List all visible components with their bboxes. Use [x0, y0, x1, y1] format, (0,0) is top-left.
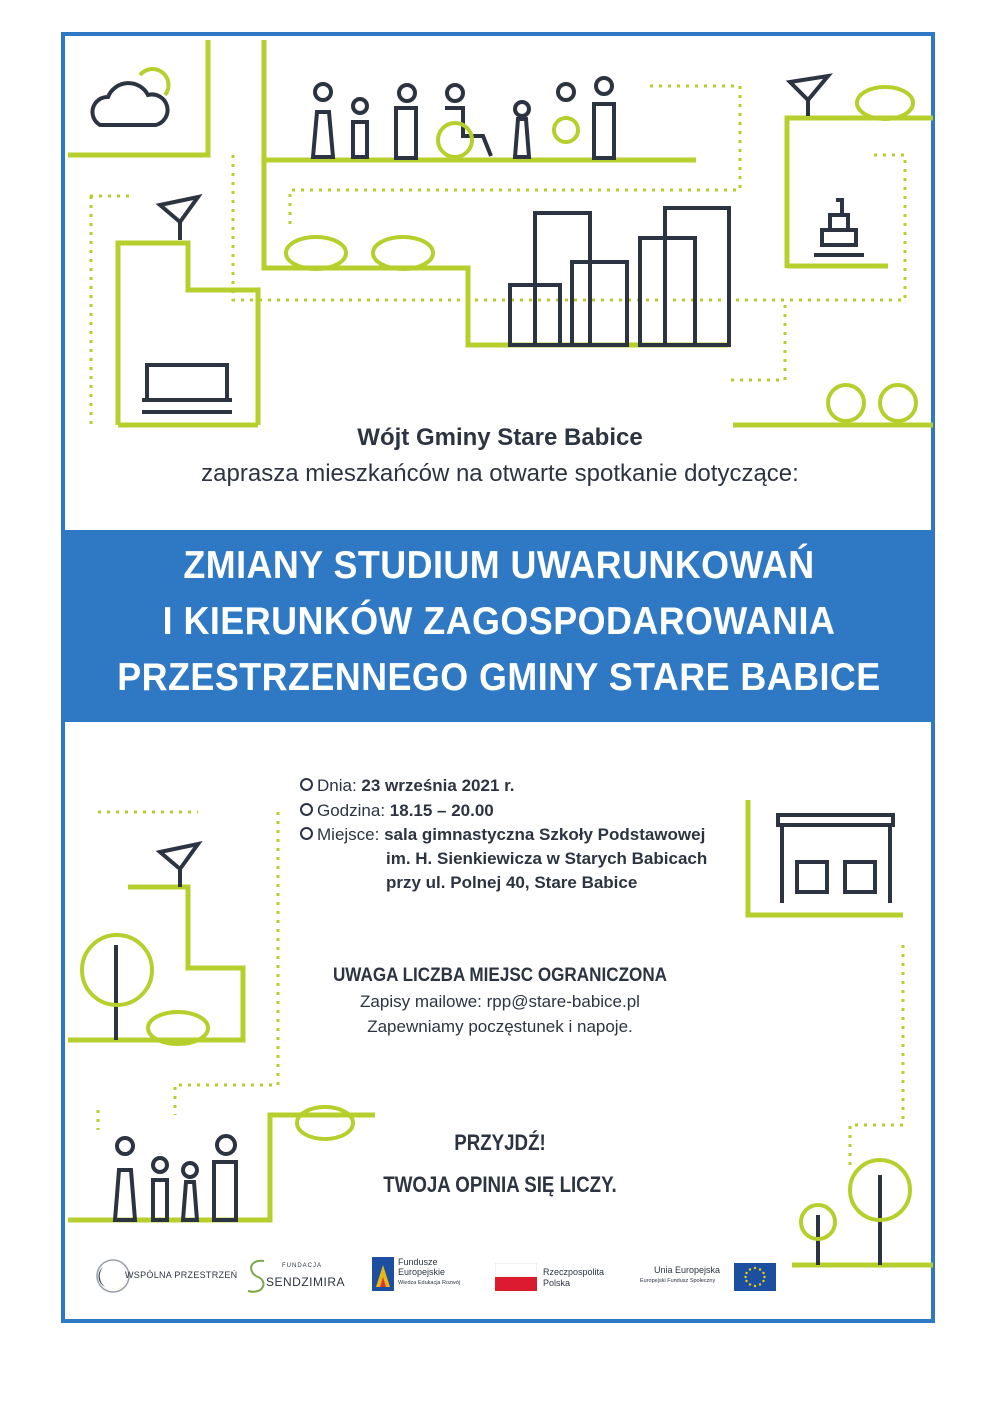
fe-line-1: Fundusze: [398, 1257, 438, 1267]
cta-line-2: TWOJA OPINIA SIĘ LICZY.: [383, 1172, 617, 1197]
polish-flag-icon: [495, 1263, 537, 1291]
person-icon: [315, 84, 331, 100]
wspolna-logo-text: WSPÓLNA PRZESTRZEŃ: [125, 1270, 238, 1280]
organizer-heading: Wójt Gminy Stare Babice: [357, 424, 643, 451]
eu-flag-icon: [734, 1263, 776, 1291]
path-line: [787, 118, 933, 268]
date-row: [300, 776, 515, 796]
title-banner: [65, 530, 933, 722]
cocktail-icon: [160, 197, 198, 240]
title-line-1: ZMIANY STUDIUM UWARUNKOWAŃ: [183, 544, 815, 587]
ue-line-1: Unia Europejska: [654, 1265, 721, 1275]
place-line-1: sala gimnastyczna Szkoły Podstawowej: [384, 825, 706, 844]
invitation-text: zaprasza mieszkańców na otwarte spotkanie dotyczące:: [201, 460, 799, 487]
bullet-icon: [300, 803, 313, 816]
time-label: Godzina:: [317, 801, 386, 820]
logo-rzeczpospolita-polska: [495, 1255, 625, 1297]
place-row: [300, 825, 705, 845]
signup-email: Zapisy mailowe: rpp@stare-babice.pl: [360, 992, 640, 1011]
rp-line-1: Rzeczpospolita: [543, 1267, 605, 1277]
place-line-2: im. H. Sienkiewicza w Starych Babicach: [386, 849, 708, 868]
sendzimir-text: SENDZIMIRA: [266, 1275, 346, 1289]
swing-set-icon: [778, 815, 893, 825]
bush-icon: [857, 87, 913, 119]
logo-wspolna-przestrzen: [93, 1255, 238, 1297]
title-line-3: PRZESTRZENNEGO GMINY STARE BABICE: [117, 656, 881, 699]
logo-fundacja-sendzimira: [242, 1255, 346, 1297]
time-row: [300, 801, 494, 821]
fe-line-2: Europejskie: [398, 1267, 446, 1277]
fountain-icon: [814, 200, 864, 255]
refreshments-note: Zapewniamy poczęstunek i napoje.: [367, 1017, 633, 1036]
cocktail-icon: [160, 844, 198, 887]
place-line-3: przy ul. Polnej 40, Stare Babice: [386, 873, 638, 892]
time-value: 18.15 – 20.00: [389, 801, 494, 820]
logo-fundusze-europejskie: [372, 1255, 482, 1297]
path-line: [118, 243, 258, 425]
bush-icon: [373, 237, 433, 269]
bike-wheel-icon: [880, 385, 916, 421]
bullet-icon: [300, 778, 313, 791]
cocktail-icon: [790, 76, 828, 116]
bush-icon: [286, 237, 346, 269]
cloud-icon: [92, 83, 167, 125]
rp-line-2: Polska: [543, 1278, 571, 1288]
bullet-icon: [300, 827, 313, 840]
bike-wheel-icon: [828, 385, 864, 421]
date-value: 23 września 2021 r.: [361, 776, 515, 795]
fe-logo-icon: [372, 1257, 394, 1291]
cta-line-1: PRZYJDŹ!: [454, 1130, 546, 1155]
sendzimir-small-text: FUNDACJA: [282, 1263, 323, 1269]
attention-notice: UWAGA LICZBA MIEJSC OGRANICZONA: [332, 965, 668, 986]
path-line: [68, 40, 208, 155]
title-line-2: I KIERUNKÓW ZAGOSPODAROWANIA: [162, 600, 836, 643]
ue-line-2: Europejski Fundusz Społeczny: [640, 1278, 716, 1284]
bench-icon: [147, 365, 227, 400]
place-label: Miejsce:: [317, 825, 380, 844]
date-label: Dnia:: [317, 776, 357, 795]
fe-line-3: Wiedza Edukacja Rozwój: [398, 1280, 461, 1286]
logo-unia-europejska: [638, 1255, 778, 1297]
